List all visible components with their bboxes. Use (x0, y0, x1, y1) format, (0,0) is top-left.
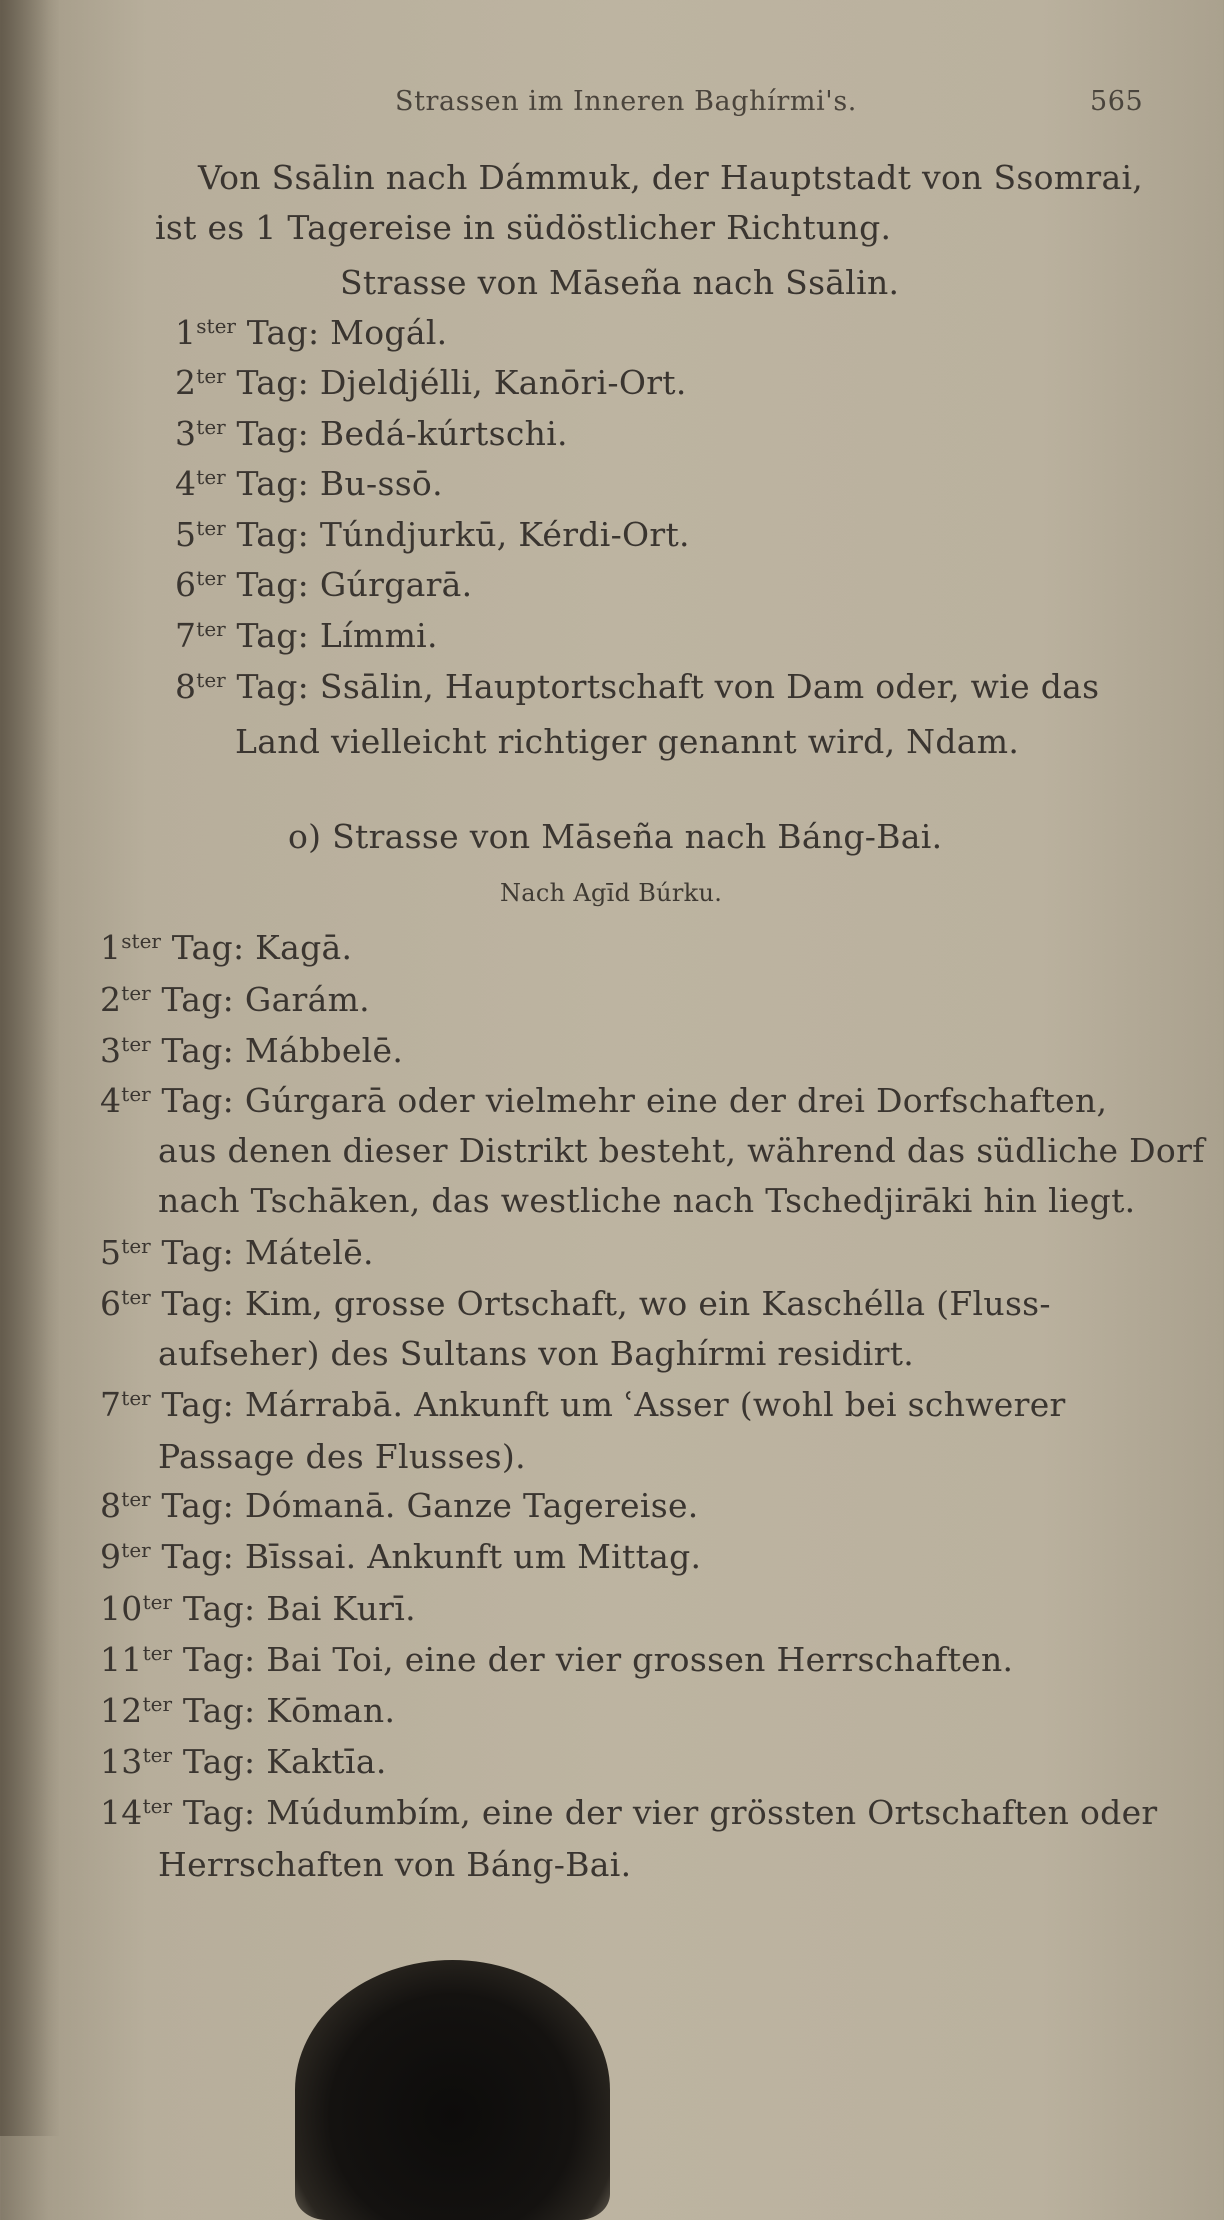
route-n-day-1 (175, 313, 447, 353)
day-suffix: ter (121, 1487, 151, 1511)
day-number: 4 (100, 1081, 122, 1120)
day-suffix: ter (121, 1538, 151, 1562)
day-tag: Tag: (236, 363, 310, 402)
day-suffix: ter (121, 1234, 151, 1258)
day-place: Límmi. (319, 616, 438, 655)
day-place: Ssālin, Hauptortschaft von Dam oder, wie das (319, 667, 1100, 706)
intro-line-1: Von Ssālin nach Dámmuk, der Hauptstadt von Ssomrai, (198, 158, 1144, 197)
day-number: 6 (175, 565, 197, 604)
day-place: Kagā. (255, 928, 353, 967)
route-o-day-13 (100, 1742, 387, 1782)
day-tag: Tag: (161, 980, 235, 1019)
route-n-day-6 (175, 565, 472, 605)
day-place: Djeldjélli, Kanōri-Ort. (319, 363, 687, 402)
route-o-day-4 (100, 1081, 1107, 1121)
day-suffix: ster (121, 929, 161, 953)
route-n-day-7 (175, 616, 438, 656)
day-suffix: ter (142, 1590, 173, 1614)
day-tag: Tag: (161, 1081, 235, 1120)
day-tag: Tag: (182, 1793, 256, 1832)
day-number: 3 (100, 1031, 122, 1070)
day-place: Múdumbím, eine der vier grössten Ortschaften oder (266, 1793, 1158, 1832)
day-suffix: ter (196, 415, 226, 439)
day-place: Márrabā. Ankunft um ʿAsser (wohl bei schwerer (244, 1385, 1066, 1424)
day-suffix: ter (142, 1641, 173, 1665)
day-number: 5 (175, 515, 197, 554)
day-number: 2 (175, 363, 197, 402)
day-suffix: ter (142, 1743, 173, 1767)
day-number: 7 (100, 1385, 122, 1424)
day-tag: Tag: (182, 1742, 256, 1781)
day-number: 9 (100, 1537, 122, 1576)
day-number: 6 (100, 1284, 122, 1323)
day-place: Kaktīa. (266, 1742, 387, 1781)
day-tag: Tag: (161, 1486, 235, 1525)
route-n-day-8 (175, 667, 1099, 707)
page-number: 565 (1090, 86, 1144, 117)
route-o-day-6 (100, 1284, 1051, 1324)
route-o-day-12 (100, 1691, 395, 1731)
day-place: Bedá-kúrtschi. (319, 414, 568, 453)
day-place: Túndjurkū, Kérdi-Ort. (319, 515, 690, 554)
day-place: Gúrgarā. (319, 565, 473, 604)
day-number: 14 (100, 1793, 143, 1832)
route-n-day-2 (175, 363, 687, 403)
day-tag: Tag: (161, 1284, 235, 1323)
day-place: Bu-ssō. (319, 464, 443, 503)
day-tag: Tag: (236, 616, 310, 655)
day-place: Bai Toi, eine der vier grossen Herrschaften. (266, 1640, 1014, 1679)
day-place: Mogál. (330, 313, 448, 352)
day-number: 8 (175, 667, 197, 706)
day-tag: Tag: (161, 1031, 235, 1070)
day-tag: Tag: (171, 928, 245, 967)
day-number: 11 (100, 1640, 143, 1679)
route-n-title: Strasse von Māseña nach Ssālin. (340, 263, 900, 302)
day-place: Mábbelē. (244, 1031, 404, 1070)
day-place: Bīssai. Ankunft um Mittag. (244, 1537, 702, 1576)
route-o-day-2 (100, 980, 370, 1020)
running-title: Strassen im Inneren Baghírmi's. (395, 86, 857, 117)
route-o-day-8 (100, 1486, 699, 1526)
day-number: 10 (100, 1589, 143, 1628)
day-suffix: ter (121, 1082, 151, 1106)
route-o-day-10 (100, 1589, 416, 1629)
route-o-day-14 (100, 1793, 1157, 1833)
day-suffix: ter (196, 465, 226, 489)
day-number: 3 (175, 414, 197, 453)
day-place: Gúrgarā oder vielmehr eine der drei Dorfschaften, (244, 1081, 1108, 1120)
day-suffix: ter (196, 566, 226, 590)
day-tag: Tag: (161, 1537, 235, 1576)
route-o-day-4-continuation-1: aus denen dieser Distrikt besteht, während das südliche Dorf (158, 1131, 1205, 1170)
route-o-day-7-continuation: Passage des Flusses). (158, 1437, 526, 1476)
day-suffix: ster (196, 314, 236, 338)
day-number: 1 (175, 313, 197, 352)
route-o-title: o) Strasse von Māseña nach Báng-Bai. (288, 817, 943, 856)
day-place: Kōman. (266, 1691, 396, 1730)
day-number: 13 (100, 1742, 143, 1781)
route-o-day-11 (100, 1640, 1013, 1680)
day-number: 7 (175, 616, 197, 655)
day-place: Garám. (244, 980, 370, 1019)
day-number: 8 (100, 1486, 122, 1525)
route-o-day-4-continuation-2: nach Tschāken, das westliche nach Tschedjirāki hin liegt. (158, 1181, 1136, 1220)
day-suffix: ter (121, 1386, 151, 1410)
day-suffix: ter (196, 516, 226, 540)
route-o-subtitle: Nach Agīd Búrku. (500, 879, 723, 907)
day-tag: Tag: (236, 667, 310, 706)
day-tag: Tag: (246, 313, 320, 352)
route-o-day-14-continuation: Herrschaften von Báng-Bai. (158, 1845, 632, 1884)
route-o-day-3 (100, 1031, 403, 1071)
route-n-day-8-continuation: Land vielleicht richtiger genannt wird, Ndam. (235, 722, 1020, 761)
day-suffix: ter (196, 668, 226, 692)
day-place: Dómanā. Ganze Tagereise. (244, 1486, 699, 1525)
route-o-day-5 (100, 1233, 374, 1273)
day-tag: Tag: (161, 1233, 235, 1272)
route-o-day-9 (100, 1537, 701, 1577)
day-place: Kim, grosse Ortschaft, wo ein Kaschélla (Fluss- (244, 1284, 1051, 1323)
day-suffix: ter (196, 364, 226, 388)
day-tag: Tag: (182, 1691, 256, 1730)
day-tag: Tag: (236, 565, 310, 604)
intro-line-2: ist es 1 Tagereise in südöstlicher Richtung. (155, 208, 892, 247)
route-n-day-4 (175, 464, 443, 504)
day-number: 4 (175, 464, 197, 503)
route-n-day-5 (175, 515, 690, 555)
day-number: 2 (100, 980, 122, 1019)
day-tag: Tag: (182, 1589, 256, 1628)
route-n-day-3 (175, 414, 568, 454)
day-tag: Tag: (161, 1385, 235, 1424)
day-suffix: ter (142, 1692, 173, 1716)
day-tag: Tag: (236, 515, 310, 554)
day-tag: Tag: (236, 464, 310, 503)
day-suffix: ter (121, 981, 151, 1005)
day-number: 5 (100, 1233, 122, 1272)
day-number: 1 (100, 928, 122, 967)
day-suffix: ter (121, 1032, 151, 1056)
thumb-shadow (295, 1960, 610, 2220)
day-tag: Tag: (182, 1640, 256, 1679)
day-suffix: ter (142, 1794, 173, 1818)
day-place: Mátelē. (244, 1233, 374, 1272)
route-o-day-1 (100, 928, 352, 968)
day-tag: Tag: (236, 414, 310, 453)
day-number: 12 (100, 1691, 143, 1730)
page-gutter-shadow (0, 0, 60, 2136)
route-o-day-7 (100, 1385, 1066, 1425)
day-place: Bai Kurī. (266, 1589, 416, 1628)
day-suffix: ter (121, 1285, 151, 1309)
route-o-day-6-continuation: aufseher) des Sultans von Baghírmi residirt. (158, 1334, 915, 1373)
day-suffix: ter (196, 617, 226, 641)
